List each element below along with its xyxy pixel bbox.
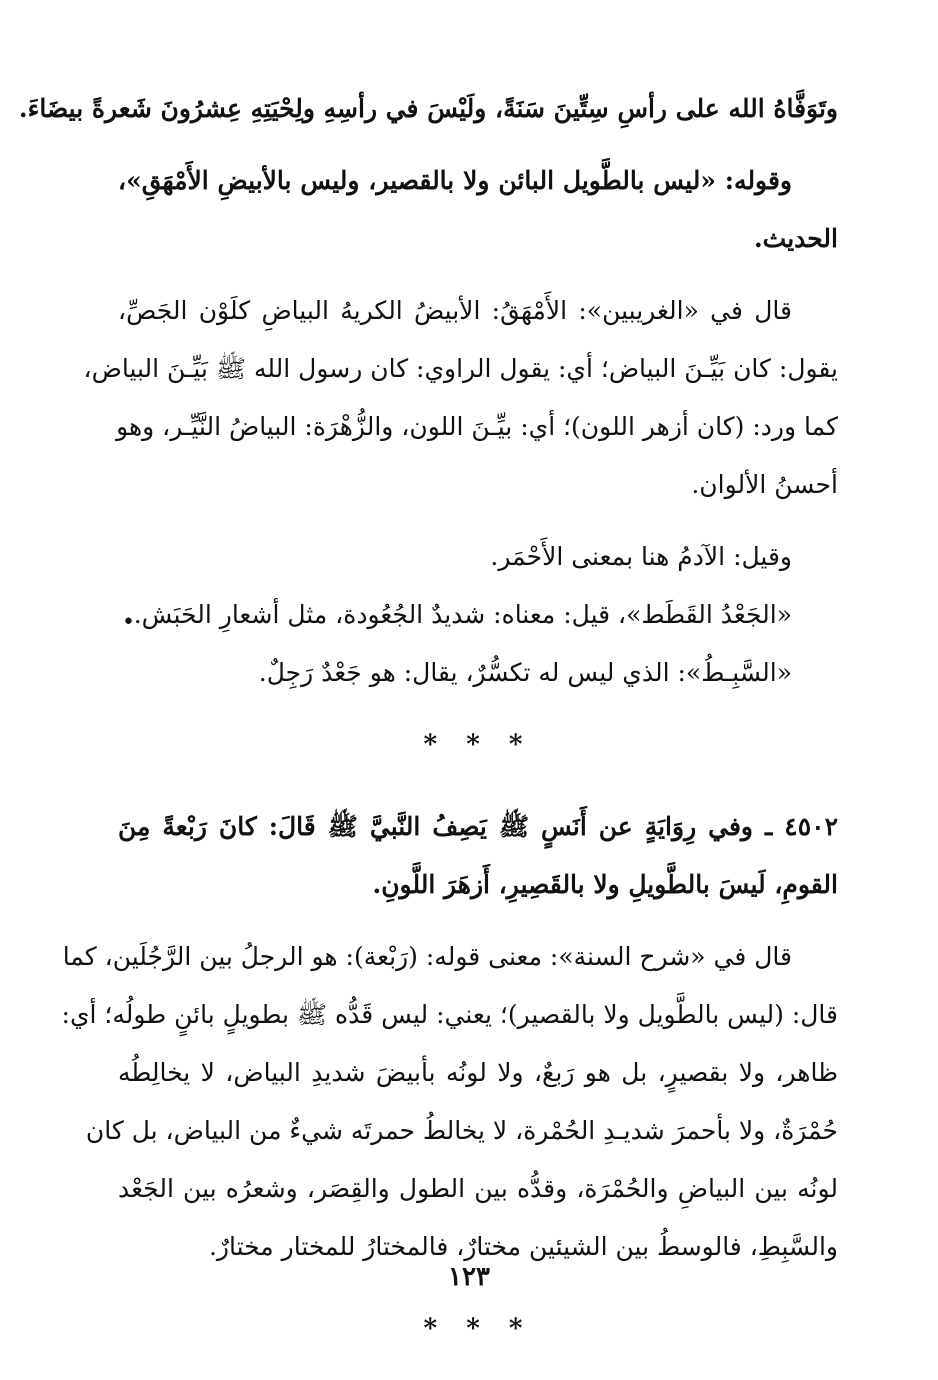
page-number: ١٢٣: [448, 1262, 490, 1292]
text-line: وقوله: «ليس بالطَّويل البائن ولا بالقصير، وليس بالأبيضِ الأَمْهَقِ»،: [118, 166, 792, 195]
text-line: قال: (ليس بالطَّويل ولا بالقصير)؛ يعني: ليس قَدُّه ﷺ بطويلٍ بائنٍ طولُه؛ أي:: [61, 1000, 838, 1029]
section-separator: * * *: [423, 1314, 533, 1344]
text-line: قال في «شرح السنة»: معنى قوله: (رَبْعة): هو الرجلُ بين الرَّجُلَين، كما: [62, 942, 792, 971]
definition-adam: وقيل: الآدمُ هنا بمعنى الأَحْمَر.: [490, 542, 792, 571]
text-line: وتَوَفَّاهُ الله على رأسِ سِتِّينَ سَنَةً، ولَيْسَ في رأسِهِ ولِحْيَتِهِ عِشرُونَ شَعرةً بيضَاءَ.: [18, 94, 838, 123]
text-line: حُمْرَةٌ، ولا بأحمرَ شديـدِ الحُمْرة، لا يخالطُ حمرتَه شيءٌ من البياض، بل كان: [85, 1116, 838, 1145]
text-line: قال في «الغريبين»: الأَمْهَقُ: الأبيضُ الكريهُ البياضِ كلَوْن الجَصِّ،: [118, 296, 792, 325]
section-separator: * * *: [423, 730, 533, 760]
hadith-line: القومِ، لَيسَ بالطَّويلِ ولا بالقَصِيرِ، أَزهَرَ اللَّونِ.: [372, 870, 838, 899]
text-line: الحديث.: [753, 224, 838, 253]
text-line: كما ورد: (كان أزهر اللون)؛ أي: بيِّـنَ اللون، والزُّهْرَة: البياضُ النَّيِّـر، وهو: [116, 412, 838, 441]
text-line: لونُه بين البياضِ والحُمْرَة، وقدُّه بين الطول والقِصَر، وشعرُه بين الجَعْد: [118, 1174, 838, 1203]
text-line: أحسنُ الألوان.: [691, 470, 838, 499]
page-body: [18, 80, 838, 1358]
top-paragraph: [18, 80, 838, 268]
stray-mark: •: [122, 610, 135, 635]
text-line: ظاهر، ولا بقصيرٍ، بل هو رَبعٌ، ولا لونُه بأبيضَ شديدِ البياض، لا يخالِطُه: [118, 1058, 838, 1087]
text-line: والسَّبِطِ، فالوسطُ بين الشيئين مختارٌ، فالمختارُ للمختار مختارٌ.: [208, 1232, 838, 1261]
commentary-paragraph-1: [83, 282, 838, 514]
hadith-4502: [118, 798, 838, 914]
definition-jaad: «الجَعْدُ القَطَط»، قيل: معناه: شديدٌ الجُعُودة، مثل أشعارِ الحَبَش.: [133, 600, 792, 629]
text-line: يقول: كان بَيِّـنَ البياض؛ أي: يقول الراوي: كان رسول الله ﷺ بَيِّـنَ البياض،: [83, 354, 838, 383]
commentary-paragraph-2: [61, 928, 838, 1276]
definition-sabt: «السَّبِـطُ»: الذي ليس له تكسُّرٌ، يقال: هو جَعْدٌ رَجِلٌ.: [258, 658, 792, 687]
hadith-line: ٤٥٠٢ ـ وفي رِوَايَةٍ عن أَنَسٍ ﷺ يَصِفُ النَّبيَّ ﷺ قَالَ: كانَ رَبْعةً مِنَ: [118, 812, 838, 841]
